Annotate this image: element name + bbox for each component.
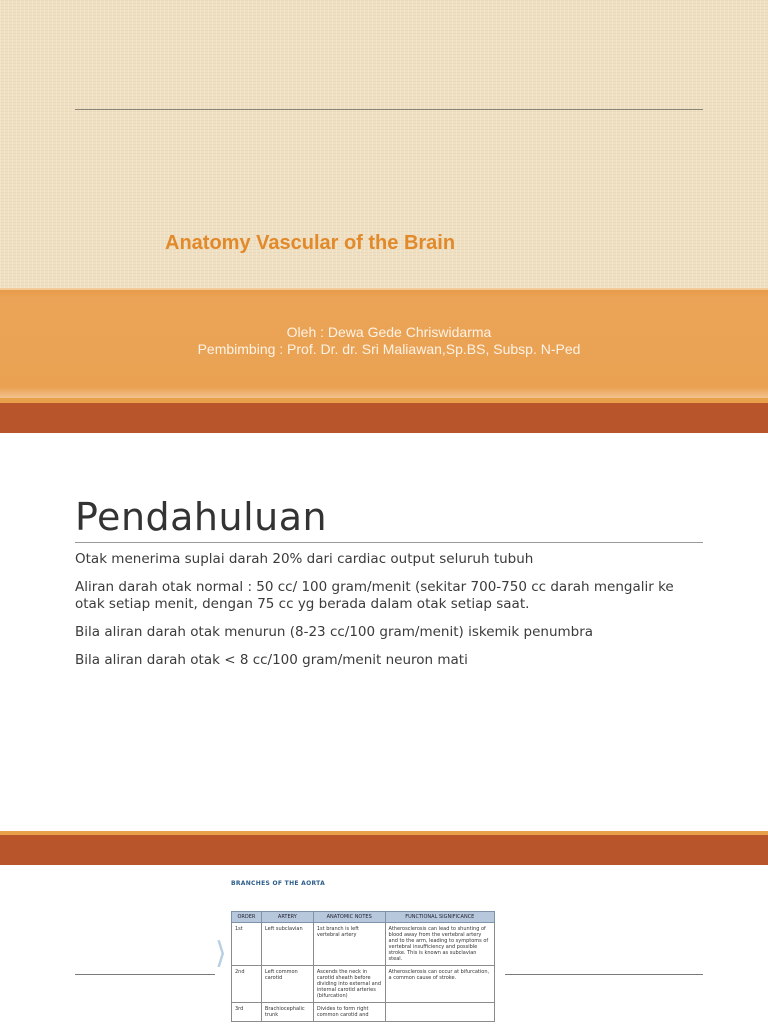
title-slide — [0, 0, 768, 403]
table-cell: Ascends the neck in carotid sheath before dividing into external and internal carotid arteries (bifurcation) — [313, 966, 385, 1003]
table-cell: Atherosclerosis can occur at bifurcation, a common cause of stroke. — [385, 966, 494, 1003]
supervisor-line: Pembimbing : Prof. Dr. dr. Sri Maliawan,Sp.BS, Subsp. N-Ped — [197, 341, 581, 357]
table-cell: Divides to form right common carotid and — [313, 1003, 385, 1022]
aorta-branches-table — [231, 911, 495, 1022]
table-cell: 2nd — [232, 966, 262, 1003]
table-row — [232, 923, 495, 966]
aorta-slide — [0, 865, 768, 1024]
table-cell: Brachiocephalic trunk — [261, 1003, 313, 1022]
slide-heading: Pendahuluan — [75, 495, 328, 539]
table-cell: Atherosclerosis can lead to shunting of blood away from the vertebral artery and to the arm, leading to symptoms of vertebral insufficiency and possible stroke. This is known as subclavian steal. — [385, 923, 494, 966]
column-header: ANATOMIC NOTES — [313, 912, 385, 923]
bullet-item: Bila aliran darah otak < 8 cc/100 gram/menit neuron mati — [75, 652, 468, 668]
slide-rule-right — [500, 974, 703, 975]
decorative-chevron-icon: ⟩ — [215, 936, 227, 971]
presentation-title: Anatomy Vascular of the Brain — [165, 232, 456, 254]
author-line: Oleh : Dewa Gede Chriswidarma — [286, 324, 492, 340]
column-header: ARTERY — [261, 912, 313, 923]
slide-divider — [0, 403, 768, 433]
table-cell: 1st — [232, 923, 262, 966]
intro-slide — [0, 433, 768, 831]
table-cell — [385, 1003, 494, 1022]
table-row — [232, 966, 495, 1003]
table-header-row — [232, 912, 495, 923]
slide-rule-left — [75, 974, 215, 975]
figure-title: BRANCHES OF THE AORTA — [231, 880, 326, 887]
heading-underline — [75, 542, 703, 543]
bullet-item: Otak menerima suplai darah 20% dari cardiac output seluruh tubuh — [75, 551, 534, 567]
table-cell: 1st branch is left vertebral artery — [313, 923, 385, 966]
bullet-list — [75, 551, 695, 680]
bullet-item: Bila aliran darah otak menurun (8-23 cc/100 gram/menit) iskemik penumbra — [75, 624, 594, 640]
slide-divider — [0, 835, 768, 865]
subtitle-block — [0, 324, 768, 358]
top-divider-line — [75, 109, 703, 110]
column-header: FUNCTIONAL SIGNIFICANCE — [385, 912, 494, 923]
bullet-item: Aliran darah otak normal : 50 cc/ 100 gram/menit (sekitar 700-750 cc darah mengalir ke otak setiap menit, dengan 75 cc yg berada dalam otak setiap saat. — [75, 579, 674, 612]
table-row — [232, 1003, 495, 1022]
table-cell: 3rd — [232, 1003, 262, 1022]
table-cell: Left subclavian — [261, 923, 313, 966]
table-cell: Left common carotid — [261, 966, 313, 1003]
aorta-branches-figure — [215, 869, 505, 1024]
column-header: ORDER — [232, 912, 262, 923]
